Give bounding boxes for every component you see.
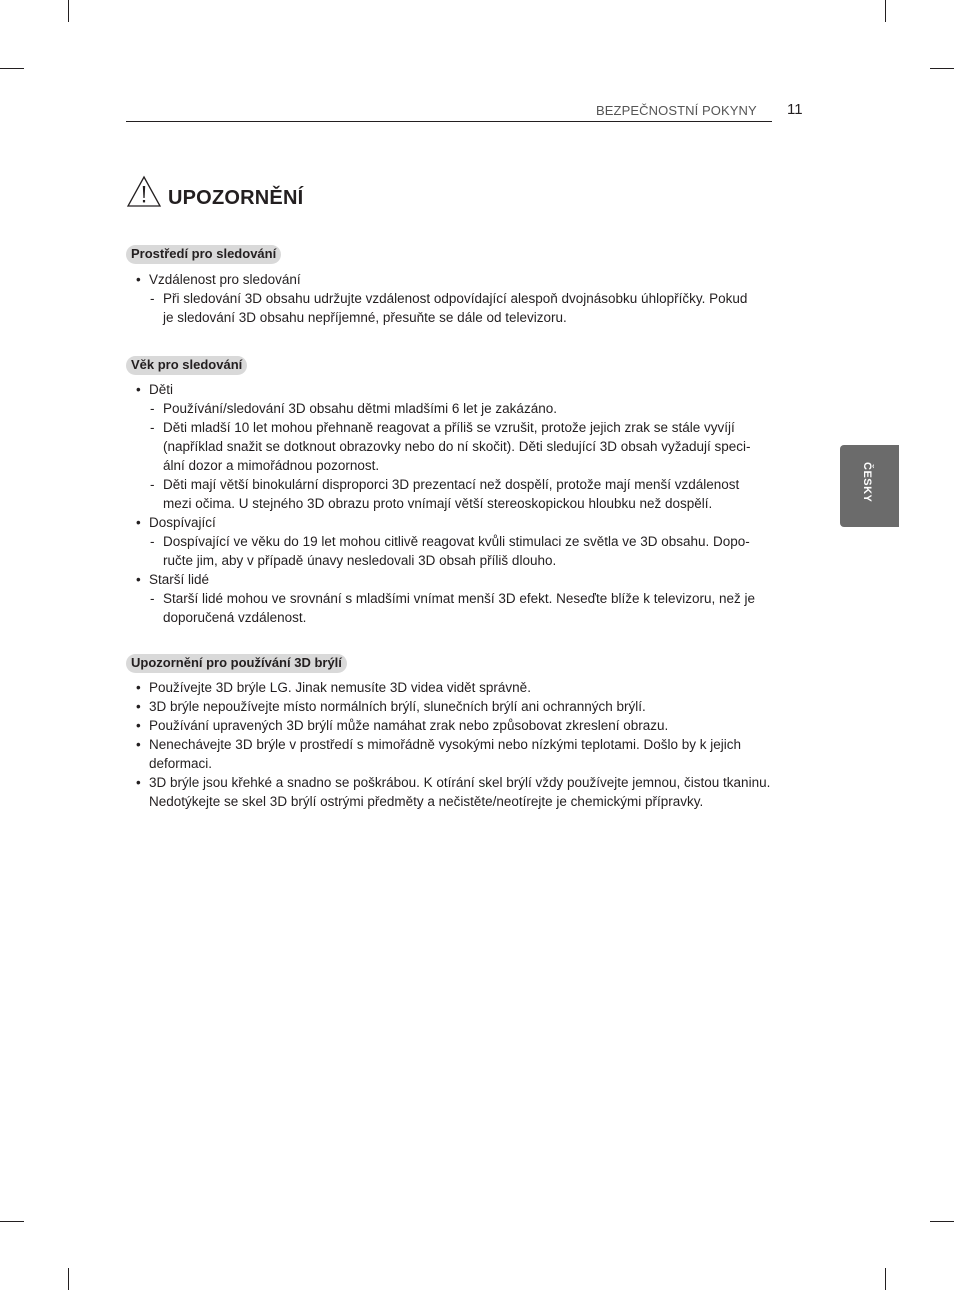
sub-item: - Děti mladší 10 let mohou přehnaně reagovat a příliš se vzrušit, protože jejich zrak se stále vyvíjí (například snažit se dotknout obrazovky nebo do ní skočit). Děti sledující 3D obsah vyžadují speci- ální dozor a mimořádnou pozornost. xyxy=(150,420,751,473)
page-title: UPOZORNĚNÍ xyxy=(168,187,304,209)
page-number: 11 xyxy=(787,101,803,118)
crop-mark xyxy=(930,1221,954,1222)
crop-mark xyxy=(68,0,69,22)
crop-mark xyxy=(0,68,24,69)
list-item: • 3D brýle nepoužívejte místo normálních brýlí, slunečních brýlí ani ochranných brýlí. xyxy=(136,699,646,714)
crop-mark xyxy=(68,1268,69,1290)
warning-icon xyxy=(126,175,162,208)
sub-item: - Děti mají větší binokulární disproporci 3D prezentací než dospělí, protože mají menší vzdálenost mezi očima. U stejného 3D obrazu proto vnímají větší stereoskopickou hloubku než dospělí. xyxy=(150,477,740,511)
bullet-list xyxy=(126,380,816,627)
header-rule xyxy=(126,121,772,122)
sub-item: - Dospívající ve věku do 19 let mohou citlivě reagovat kvůli stimulaci ze světla ve 3D obsahu. Dopo- ručte jim, aby v případě únavy nesledovali 3D obsah příliš dlouho. xyxy=(150,534,750,568)
list-item: • Děti xyxy=(136,382,174,397)
section-label: Upozornění pro používání 3D brýlí xyxy=(126,654,347,673)
list-item: • Vzdálenost pro sledování xyxy=(136,272,301,287)
crop-mark xyxy=(885,1268,886,1290)
title-block xyxy=(126,175,303,208)
sub-item: - Starší lidé mohou ve srovnání s mladšími vnímat menší 3D efekt. Neseďte blíže k televizoru, než je doporučená vzdálenost. xyxy=(150,591,756,625)
section-label: Prostředí pro sledování xyxy=(126,245,281,264)
list-item: • Dospívající xyxy=(136,515,216,530)
sub-item: - Používání/sledování 3D obsahu dětmi mladšími 6 let je zakázáno. xyxy=(150,401,557,416)
sub-item: - Při sledování 3D obsahu udržujte vzdálenost odpovídající alespoň dvojnásobku úhlopříčky. Pokud je sledování 3D obsahu nepříjemné, přesuňte se dále od televizoru. xyxy=(150,291,748,325)
section-label: Věk pro sledování xyxy=(126,356,247,375)
list-item: • Nenechávejte 3D brýle v prostředí s mimořádně vysokými nebo nízkými teplotami. Došlo by k jejich deformaci. xyxy=(136,737,741,771)
list-item: • Starší lidé xyxy=(136,572,210,587)
section-3d-glasses-caution xyxy=(126,654,816,811)
list-item: • 3D brýle jsou křehké a snadno se poškrábou. K otírání skel brýlí vždy používejte jemnou, čistou tkaninu. Nedotýkejte se skel 3D brýlí ostrými předměty a nečistěte/neotírejte je chemickými přípravky. xyxy=(136,775,771,809)
running-header-section: BEZPEČNOSTNÍ POKYNY xyxy=(596,103,757,118)
bullet-list xyxy=(126,678,816,811)
crop-mark xyxy=(0,1221,24,1222)
crop-mark xyxy=(885,0,886,22)
list-item: • Používejte 3D brýle LG. Jinak nemusíte 3D videa vidět správně. xyxy=(136,680,531,695)
language-tab xyxy=(840,445,899,527)
section-viewing-environment xyxy=(126,245,816,327)
bullet-list xyxy=(126,270,816,327)
language-tab-label: ČESKY xyxy=(861,462,873,503)
crop-mark xyxy=(930,68,954,69)
section-viewing-age xyxy=(126,356,816,627)
list-item: • Používání upravených 3D brýlí může namáhat zrak nebo způsobovat zkreslení obrazu. xyxy=(136,718,669,733)
